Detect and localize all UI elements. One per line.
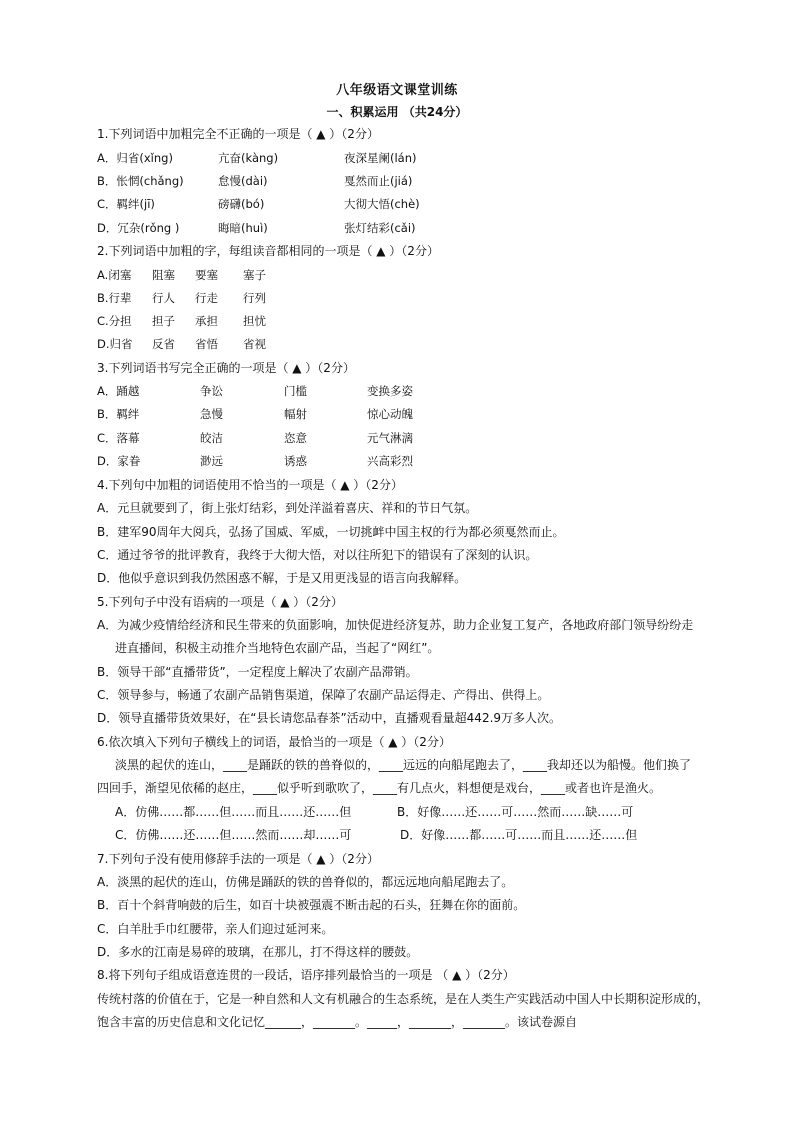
q5-option-d: D．领导直播带货效果好，在“县长请您品春茶”活动中，直播观看量超442.9万多人次。: [97, 711, 562, 725]
q1-option-d-word3: 张灯结彩(cǎi): [344, 221, 416, 235]
q3-option-d-w4: 兴高彩烈: [367, 454, 413, 468]
q6-choice-d: D．好像……都……可……而且……还……但: [400, 828, 638, 842]
q3-option-b-w3: 幅射: [284, 407, 307, 421]
q3-option-c-w1: C．落幕: [97, 431, 140, 445]
q6-choice-a: A．仿佛……都……但……而且……还……但: [115, 805, 352, 819]
q2-option-d-w2: 反省: [152, 337, 175, 351]
question-8-stem: 8.将下列句子组成语意连贯的一段话，语序排列最恰当的一项是 （ ▲ ）（2分）: [97, 968, 515, 982]
q1-option-b-word3: 戛然而止(jiá): [344, 174, 413, 188]
q5-option-c: C．领导参与，畅通了农副产品销售渠道，保障了农副产品运得走、产得出、供得上。: [97, 688, 550, 702]
q7-option-a: A．淡黑的起伏的连山，仿佛是踊跃的铁的兽脊似的，都远远地向船尾跑去了。: [97, 875, 514, 889]
q2-option-d-w3: 省悟: [195, 337, 218, 351]
q5-option-a-continued: 进直播间，积极主动推介当地特色农副产品，当起了“网红”。: [115, 641, 440, 655]
q6-passage-line-2: 四回手，渐望见依稀的赵庄，____似乎听到歌吹了，____有几点火，料想便是戏台，____或者也许是渔火。: [97, 781, 662, 795]
q6-choice-c: C．仿佛……还……但……然而……却……可: [115, 828, 352, 842]
q2-option-a-w3: 要塞: [195, 268, 218, 282]
q4-option-a: A．元旦就要到了，街上张灯结彩，到处洋溢着喜庆、祥和的节日气氛。: [97, 501, 478, 515]
q2-option-b-w2: 行人: [152, 291, 175, 305]
q1-option-b-word1: B．怅惘(chǎng): [97, 174, 184, 188]
q1-option-c-word1: C．羁绊(jī): [97, 197, 155, 211]
q2-option-b-w1: B.行辈: [97, 291, 132, 305]
question-6-stem: 6.依次填入下列句子横线上的词语，最恰当的一项是（ ▲ ）（2分）: [97, 735, 451, 749]
q2-option-b-w3: 行走: [195, 291, 218, 305]
q6-passage-line-1: 淡黑的起伏的连山，____是踊跃的铁的兽脊似的，____远远的向船尾跑去了，____我却还以为船慢。他们换了: [115, 758, 692, 772]
q2-option-b-w4: 行列: [243, 291, 266, 305]
q4-option-d: D．他似乎意识到我仍然困惑不解，于是又用更浅显的语言向我解释。: [97, 571, 467, 585]
question-2-stem: 2.下列词语中加粗的字，每组读音都相同的一项是（ ▲ ）（2分）: [97, 244, 439, 258]
question-5-stem: 5.下列句子中没有语病的一项是（ ▲ ）（2分）: [97, 595, 343, 609]
q3-option-c-w2: 皎洁: [200, 431, 223, 445]
q2-option-c-w2: 担子: [152, 314, 175, 328]
q1-option-c-word2: 磅礴(bó): [218, 197, 265, 211]
q1-option-b-word2: 怠慢(dài): [218, 174, 268, 188]
q1-option-a-word2: 亢奋(kàng): [218, 151, 279, 165]
section-heading: 一、积累运用 （共24分）: [326, 105, 468, 119]
q1-option-c-word3: 大彻大悟(chè): [344, 197, 420, 211]
q3-option-a-w1: A．踊越: [97, 384, 140, 398]
q8-passage-line-1: 传统村落的价值在于，它是一种自然和人文有机融合的生态系统，是在人类生产实践活动中国人中长期积淀形成的，: [97, 992, 710, 1006]
q2-option-a-w2: 阻塞: [152, 268, 175, 282]
q3-option-d-w2: 渺远: [200, 454, 223, 468]
page-title: 八年级语文课堂训练: [336, 83, 458, 98]
q7-option-c: C．白羊肚手巾红腰带，亲人们迎过延河来。: [97, 922, 334, 936]
q3-option-d-w1: D．家眷: [97, 454, 141, 468]
q3-option-a-w4: 变换多姿: [367, 384, 413, 398]
q2-option-c-w4: 担忧: [243, 314, 266, 328]
q2-option-d-w4: 省视: [243, 337, 266, 351]
q6-choice-b: B．好像……还……可……然而……缺……可: [397, 805, 634, 819]
question-1-stem: 1.下列词语中加粗完全不正确的一项是（ ▲ ）（2分）: [97, 127, 379, 141]
q2-option-d-w1: D.归省: [97, 337, 133, 351]
q2-option-c-w3: 承担: [195, 314, 218, 328]
q2-option-c-w1: C.分担: [97, 314, 132, 328]
q3-option-a-w3: 门槛: [284, 384, 307, 398]
question-7-stem: 7.下列句子没有使用修辞手法的一项是（ ▲ ）（2分）: [97, 852, 379, 866]
q7-option-b: B．百十个斜背响鼓的后生，如百十块被强震不断击起的石头，狂舞在你的面前。: [97, 898, 526, 912]
q5-option-a: A．为减少疫情给经济和民生带来的负面影响，加快促进经济复苏，助力企业复工复产，各地政府部门领导纷纷走: [97, 618, 694, 632]
q1-option-a-word1: A．归省(xǐng): [97, 151, 173, 165]
q3-option-b-w2: 急慢: [200, 407, 223, 421]
q3-option-c-w3: 恣意: [284, 431, 307, 445]
q7-option-d: D．多水的江南是易碎的玻璃，在那儿，打不得这样的腰鼓。: [97, 945, 419, 959]
q2-option-a-w1: A.闭塞: [97, 268, 132, 282]
q2-option-a-w4: 塞子: [243, 268, 266, 282]
question-3-stem: 3.下列词语书写完全正确的一项是（ ▲ ）（2分）: [97, 361, 355, 375]
q3-option-a-w2: 争讼: [200, 384, 223, 398]
q1-option-d-word2: 晦暗(huì): [218, 221, 268, 235]
q3-option-b-w1: B．羁绊: [97, 407, 140, 421]
question-4-stem: 4.下列句中加粗的词语使用不恰当的一项是（ ▲ ）（2分）: [97, 478, 403, 492]
q4-option-b: B．建军90周年大阅兵，弘扬了国威、军威，一切挑衅中国主权的行为都必须戛然而止。: [97, 525, 565, 539]
q4-option-c: C．通过爷爷的批评教育，我终于大彻大悟，对以往所犯下的错误有了深刻的认识。: [97, 548, 538, 562]
q3-option-d-w3: 诱惑: [284, 454, 307, 468]
q1-option-d-word1: D．冗杂(rǒng ): [97, 221, 180, 235]
q3-option-c-w4: 元气淋漓: [367, 431, 413, 445]
q3-option-b-w4: 惊心动魄: [367, 407, 413, 421]
q8-passage-line-2: 饱含丰富的历史信息和文化记忆______，_______。_____，_______，_______。该试卷源自: [97, 1015, 578, 1029]
q1-option-a-word3: 夜深星阑(lán): [344, 151, 417, 165]
q5-option-b: B．领导干部“直播带货”，一定程度上解决了农副产品滞销。: [97, 665, 418, 679]
